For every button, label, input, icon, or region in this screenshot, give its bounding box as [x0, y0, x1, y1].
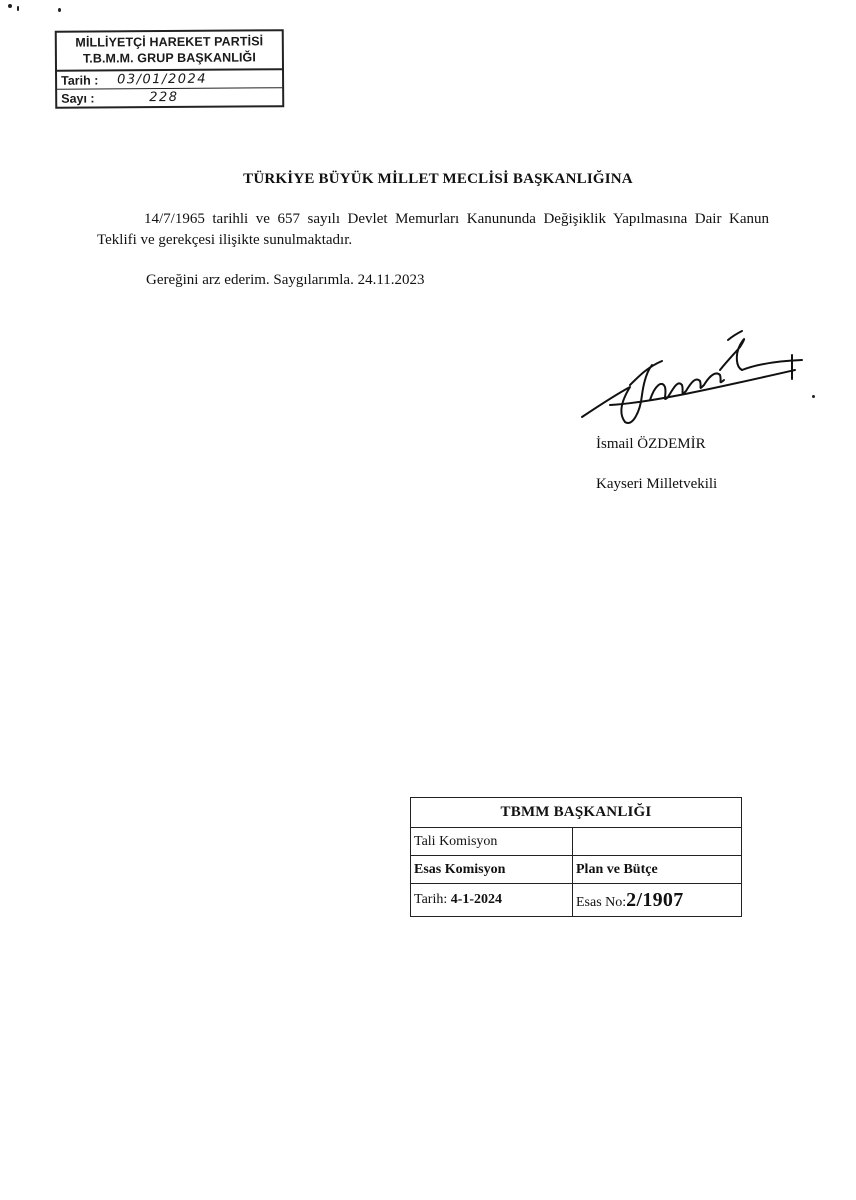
registry-number-value: 2/1907: [626, 888, 684, 911]
stamp-organization: [57, 31, 282, 72]
stamp-org-line2: T.B.M.M. GRUP BAŞKANLIĞI: [82, 50, 256, 66]
party-stamp: [55, 29, 285, 109]
registry-number-label: Esas No:: [576, 894, 627, 910]
registry-number-cell: [573, 884, 742, 917]
tali-komisyon-value: [573, 828, 742, 856]
handwritten-signature: [570, 325, 820, 435]
signer-title: Kayseri Milletvekili: [596, 476, 718, 492]
registry-date-label: Tarih:: [414, 892, 448, 907]
letter-body: 14/7/1965 tarihli ve 657 sayılı Devlet Memurları Kanununda Değişiklik Yapılmasına Dair Kanun Teklifi ve gerekçesi ilişikte sunulmaktadır.: [97, 211, 769, 248]
signer-name: İsmail ÖZDEMİR: [596, 436, 706, 452]
scan-speck: [17, 6, 19, 11]
registry-title: TBMM BAŞKANLIĞI: [411, 798, 742, 828]
stamp-number-label: Sayı :: [61, 91, 95, 106]
stamp-number-value: 228: [149, 89, 179, 106]
stamp-date-value: 03/01/2024: [117, 71, 208, 88]
letter-closing: Gereğini arz ederim. Saygılarımla. 24.11.2023: [146, 272, 425, 288]
stamp-date-row: [57, 70, 282, 89]
stamp-org-line1: MİLLİYETÇİ HAREKET PARTİSİ: [75, 34, 264, 50]
tali-komisyon-label: Tali Komisyon: [411, 828, 573, 856]
scan-speck: [8, 4, 12, 8]
letter-addressee: TÜRKİYE BÜYÜK MİLLET MECLİSİ BAŞKANLIĞINA: [243, 171, 633, 187]
registry-date-value: 4-1-2024: [450, 892, 503, 907]
scan-speck: [58, 8, 61, 12]
esas-komisyon-value: Plan ve Bütçe: [573, 856, 742, 884]
registry-table: [410, 797, 742, 917]
registry-date-cell: [411, 884, 573, 917]
esas-komisyon-label: Esas Komisyon: [411, 856, 573, 884]
stamp-number-row: [57, 87, 282, 107]
stamp-date-label: Tarih :: [61, 72, 99, 88]
